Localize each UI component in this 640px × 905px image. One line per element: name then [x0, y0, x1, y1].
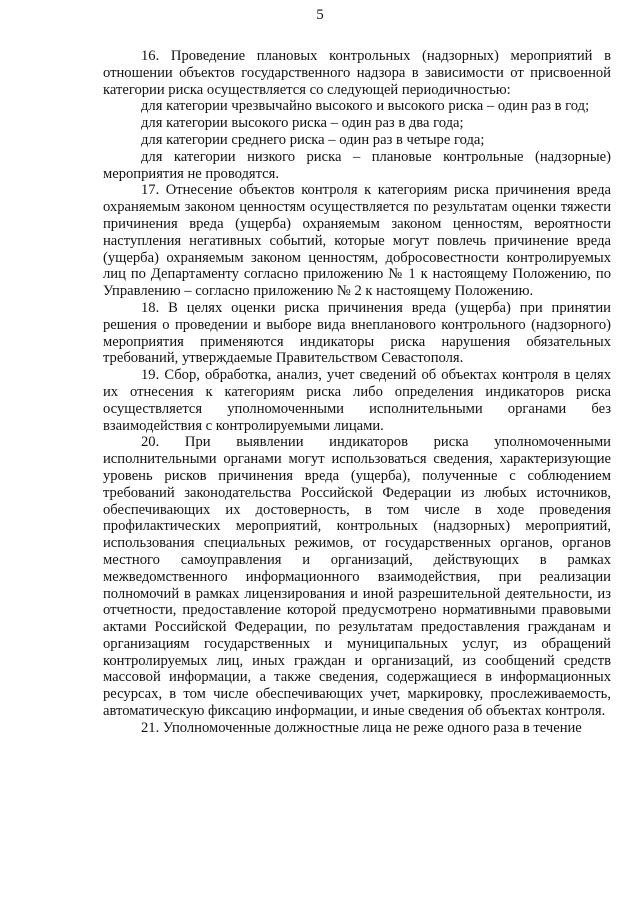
paragraph-18: 18. В целях оценки риска причинения вреда (ущерба) при принятии решения о проведении и выборе вида внепланового контрольного (надзорного) мероприятия применяются индикаторы риска нарушения обязательных требований, утверждаемые Правительством Севастополя. — [103, 299, 611, 367]
paragraph-17: 17. Отнесение объектов контроля к категориям риска причинения вреда охраняемым законом ценностям осуществляется по результатам оценки тяжести причинения вреда (ущерба) охраняемым законом ценностям, вероятности наступления негативных событий, которые могут повлечь причинение вреда (ущерба) охраняемым законом ценностям, добросовестности контролируемых лиц по Департаменту согласно приложению № 1 к настоящему Положению, по Управлению – согласно приложению № 2 к настоящему Положению. — [103, 182, 611, 300]
risk-category-high: для категории высокого риска – один раз в два года; — [141, 115, 464, 132]
risk-category-medium: для категории среднего риска – один раз в четыре года; — [141, 131, 485, 148]
page-number: 5 — [316, 7, 324, 23]
paragraph-16: 16. Проведение плановых контрольных (надзорных) мероприятий в отношении объектов государственного надзора в зависимости от присвоенной категории риска осуществляется со следующей периодичностью: — [103, 48, 611, 98]
paragraph-19: 19. Сбор, обработка, анализ, учет сведений об объектах контроля в целях их отнесения к категориям риска либо определения индикаторов риска осуществляется уполномоченными исполнительными органами без взаимодействия с контролируемыми лицами. — [103, 367, 611, 434]
paragraph-21: 21. Уполномоченные должностные лица не реже одного раза в течение — [141, 719, 582, 736]
risk-category-extremely-high: для категории чрезвычайно высокого и высокого риска – один раз в год; — [141, 98, 590, 115]
paragraph-20: 20. При выявлении индикаторов риска уполномоченными исполнительными органами могут использоваться сведения, характеризующие уровень рисков причинения вреда (ущерба), полученные с соблюдением требований законодательства Российской Федерации из любых источников, обеспечивающих их достоверность, в том числе в ходе проведения профилактических мероприятий, контрольных (надзорных) мероприятий, использования специальных режимов, от государственных органов, органов местного самоуправления и организаций, действующих в рамках межведомственного информационного взаимодействия, при реализации полномочий в рамках лицензирования и иной разрешительной деятельности, из отчетности, предоставление которой предусмотрено нормативными правовыми актами Российской Федерации, по результатам предоставления гражданам и организациям государственных и муниципальных услуг, из обращений контролируемых лиц, иных граждан и организаций, из сообщений средств массовой информации, а также сведения, содержащиеся в информационных ресурсах, в том числе обеспечивающих учет, маркировку, прослеживаемость, автоматическую фиксацию информации, и иные сведения об объектах контроля. — [103, 434, 611, 720]
risk-category-low: для категории низкого риска – плановые контрольные (надзорные) мероприятия не проводятся. — [103, 148, 611, 182]
document-body — [103, 48, 611, 737]
